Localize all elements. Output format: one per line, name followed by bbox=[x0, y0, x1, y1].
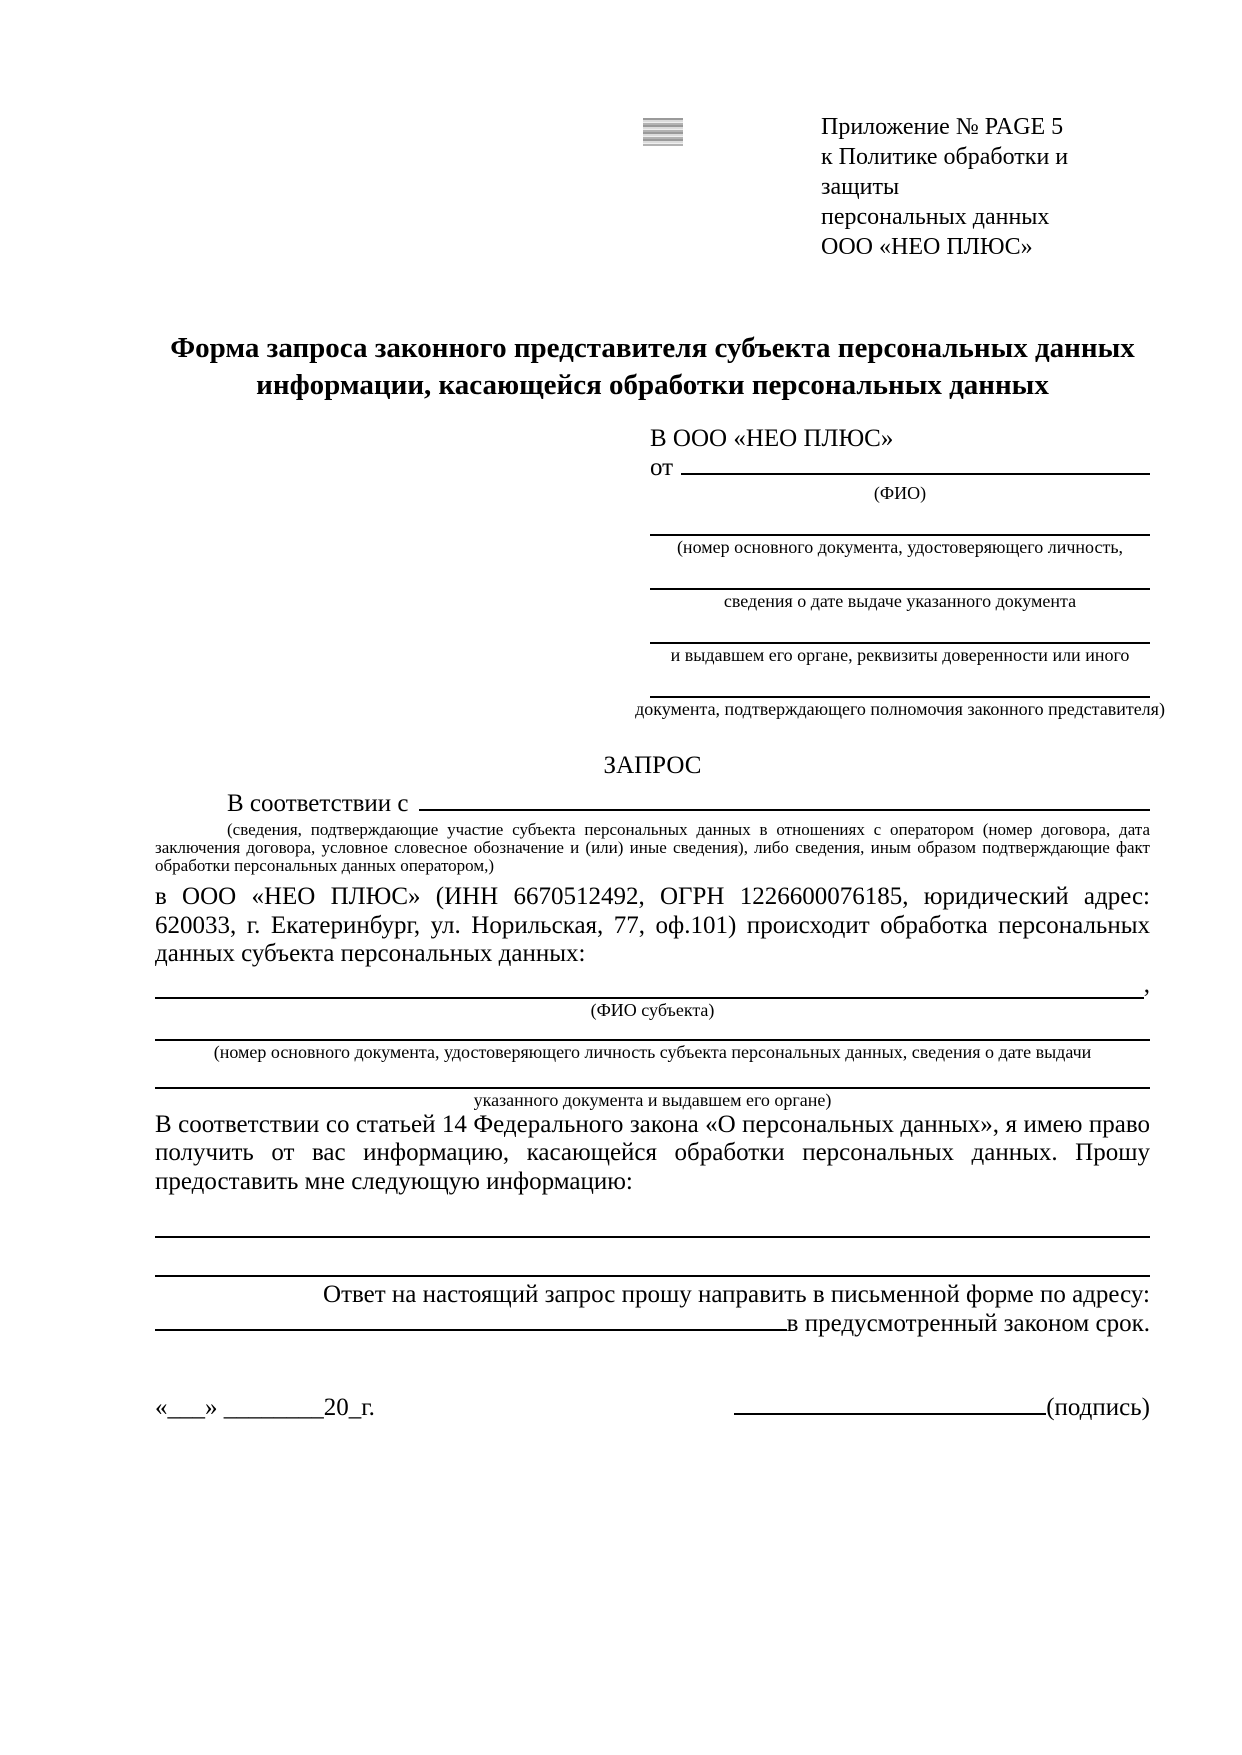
answer-intro: Ответ на настоящий запрос прошу направить в письменной форме по адресу: bbox=[323, 1281, 1150, 1308]
signature-group bbox=[734, 1394, 1150, 1422]
representative-doc-input-line-4[interactable] bbox=[650, 696, 1150, 698]
request-heading: ЗАПРОС bbox=[603, 752, 702, 779]
appendix-line: персональных данных bbox=[821, 204, 1050, 230]
representative-doc-caption-1: (номер основного документа, удостоверяющего личность, bbox=[676, 537, 1124, 557]
subject-doc-caption-2: указанного документа и выдавшем его органе) bbox=[473, 1089, 832, 1110]
embedded-object-icon bbox=[643, 118, 683, 146]
representative-doc-caption-2: сведения о дате выдаче указанного документа bbox=[723, 591, 1077, 611]
appendix-line: ООО «НЕО ПЛЮС» bbox=[821, 234, 1033, 260]
representative-doc-caption-3: и выдавшем его органе, реквизиты доверенности или иного bbox=[670, 645, 1130, 665]
addressee-block bbox=[635, 424, 1165, 720]
appendix-line: Приложение № PAGE 5 bbox=[821, 114, 1064, 140]
from-input-line[interactable] bbox=[681, 473, 1150, 475]
date-line: «___» ________20_г. bbox=[155, 1394, 375, 1421]
operator-paragraph: в ООО «НЕО ПЛЮС» (ИНН 6670512492, ОГРН 1226600076185, юридический адрес: 620033, г. Екатеринбург, ул. Норильская, 77, оф.101) происходит обработка персональных данных субъекта персональных данных: bbox=[155, 883, 1150, 967]
basis-label: В соответствии с bbox=[227, 790, 409, 817]
signature-input-line[interactable] bbox=[734, 1412, 1046, 1415]
signature-footer bbox=[155, 1394, 1150, 1422]
basis-small-print: (сведения, подтверждающие участие субъекта персональных данных в отношениях с оператором (номер договора, дата заключения договора, условное словесное обозначение и (или) иные сведения), либо сведения, иным образом подтверждающие факт обработки персональных данных оператором,) bbox=[155, 820, 1150, 875]
page-header bbox=[155, 112, 1150, 262]
answer-tail: в предусмотренный законом срок. bbox=[786, 1310, 1150, 1337]
signature-caption: (подпись) bbox=[1046, 1394, 1150, 1421]
from-row bbox=[650, 454, 1150, 482]
subject-comma: , bbox=[1143, 970, 1150, 998]
subject-fio-caption: (ФИО субъекта) bbox=[590, 999, 715, 1020]
appendix-line: к Политике обработки и защиты bbox=[821, 144, 1069, 200]
representative-doc-input-line-1[interactable] bbox=[650, 534, 1150, 536]
representative-doc-caption-4: документа, подтверждающего полномочия законного представителя) bbox=[635, 699, 1165, 719]
from-label: от bbox=[650, 454, 674, 481]
subject-doc-caption-1: (номер основного документа, удостоверяющего личность субъекта персональных данных, сведения о дате выдачи bbox=[213, 1041, 1092, 1062]
subject-doc-input-line-2[interactable] bbox=[155, 1087, 1150, 1089]
subject-fio-input-line[interactable] bbox=[155, 997, 1144, 999]
representative-doc-input-line-3[interactable] bbox=[650, 642, 1150, 644]
subject-fio-row bbox=[155, 971, 1150, 999]
addressee-org: В ООО «НЕО ПЛЮС» bbox=[650, 425, 894, 452]
address-input-line[interactable] bbox=[155, 1329, 787, 1331]
basis-input-line[interactable] bbox=[419, 809, 1150, 811]
info-input-line-2[interactable] bbox=[155, 1275, 1150, 1277]
law-paragraph: В соответствии со статьей 14 Федерального закона «О персональных данных», я имею право получить от вас информацию, касающейся обработки персональных данных. Прошу предоставить мне следующую информацию: bbox=[155, 1110, 1150, 1195]
answer-address-row bbox=[155, 1309, 1150, 1338]
fio-caption: (ФИО) bbox=[873, 483, 927, 503]
appendix-block bbox=[821, 112, 1150, 262]
basis-row bbox=[155, 790, 1150, 818]
info-input-line-1[interactable] bbox=[155, 1236, 1150, 1238]
form-title: Форма запроса законного представителя субъекта персональных данных информации, касающейся обработки персональных данных bbox=[170, 332, 1135, 401]
subject-doc-input-line-1[interactable] bbox=[155, 1039, 1150, 1041]
representative-doc-input-line-2[interactable] bbox=[650, 588, 1150, 590]
